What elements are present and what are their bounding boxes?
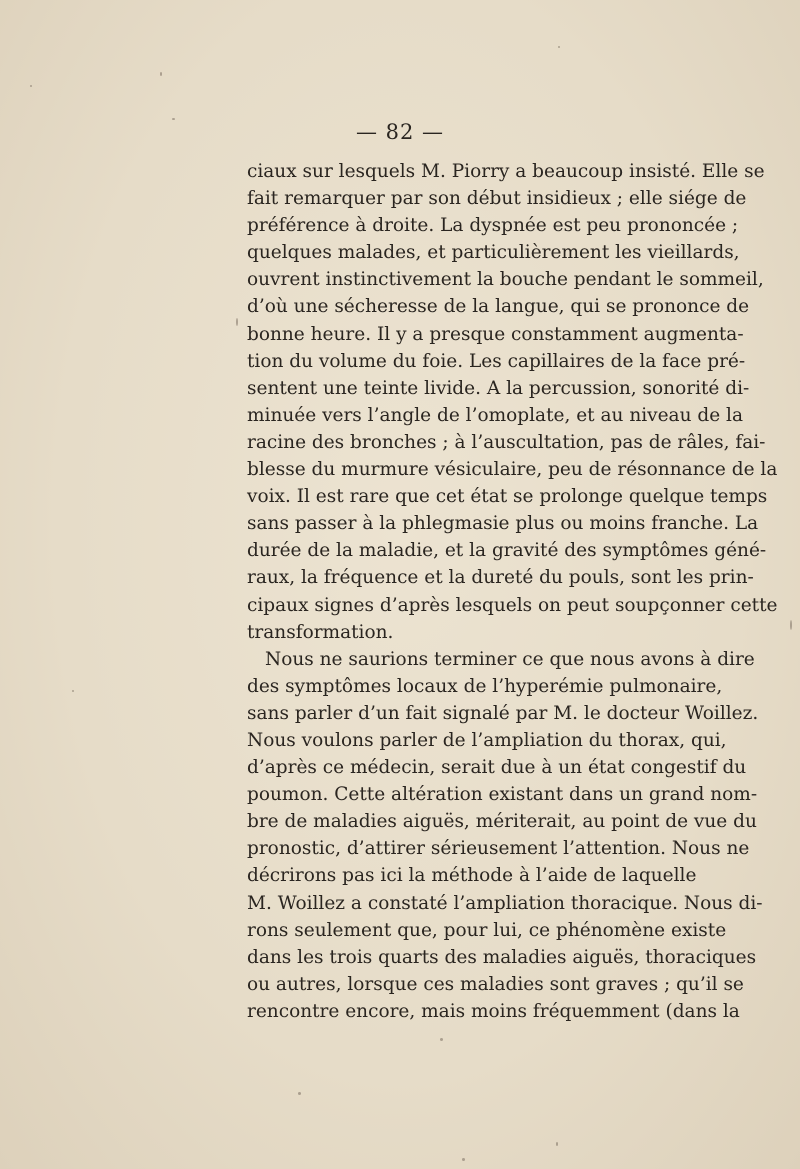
paper-speck [440,1038,443,1041]
paper-speck [558,46,560,48]
text-line: bonne heure. Il y a presque constamment augmenta- [247,323,744,345]
text-line: blesse du murmure vésiculaire, peu de résonnance de la [247,459,778,481]
text-line: sentent une teinte livide. A la percussion, sonorité di- [247,377,750,399]
text-line: ouvrent instinctivement la bouche pendant le sommeil, [247,269,764,291]
paper-speck [790,620,792,630]
paper-speck [298,1092,301,1095]
paper-speck [556,1142,558,1146]
text-line: bre de maladies aiguës, mériterait, au point de vue du [247,811,757,833]
text-line: sans passer à la phlegmasie plus ou moins franche. La [247,513,759,535]
text-line: quelques malades, et particulièrement les vieillards, [247,242,740,264]
text-line: minuée vers l’angle de l’omoplate, et au niveau de la [247,404,743,426]
paper-speck [72,690,74,692]
text-line: poumon. Cette altération existant dans un grand nom- [247,784,758,806]
text-line: sans parler d’un fait signalé par M. le docteur Woillez. [247,702,759,724]
text-line: dans les trois quarts des maladies aiguës, thoraciques [247,946,757,968]
paper-speck [160,72,162,76]
text-line: voix. Il est rare que cet état se prolonge quelque temps [247,486,768,508]
paper-speck [462,1158,465,1161]
text-line: d’après ce médecin, serait due à un état congestif du [247,757,747,779]
paper-speck [30,85,32,87]
text-line: rencontre encore, mais moins fréquemment (dans la [247,1000,740,1022]
text-line: pronostic, d’attirer sérieusement l’attention. Nous ne [247,838,750,860]
text-line: raux, la fréquence et la dureté du pouls, sont les prin- [247,567,754,589]
text-line: décrirons pas ici la méthode à l’aide de laquelle [247,865,697,887]
paper-speck [236,318,238,326]
body-text [247,158,778,1025]
text-line: durée de la maladie, et la gravité des symptômes géné- [247,540,767,562]
text-line: préférence à droite. La dyspnée est peu prononcée ; [247,215,739,237]
text-line: Nous voulons parler de l’ampliation du thorax, qui, [247,729,727,751]
text-line: tion du volume du foie. Les capillaires de la face pré- [247,350,746,372]
text-line: ou autres, lorsque ces maladies sont graves ; qu’il se [247,973,744,995]
page-number: — 82 — [355,120,445,144]
text-line: des symptômes locaux de l’hyperémie pulmonaire, [247,675,723,697]
paragraph-first-line: Nous ne saurions terminer ce que nous avons à dire [265,648,755,670]
text-line: rons seulement que, pour lui, ce phénomène existe [247,919,727,941]
text-line: cipaux signes d’après lesquels on peut soupçonner cette [247,594,778,616]
text-line: transformation. [247,621,394,643]
text-line: racine des bronches ; à l’auscultation, pas de râles, fai- [247,431,766,453]
text-line: ciaux sur lesquels M. Piorry a beaucoup insisté. Elle se [247,161,765,182]
text-line: d’où une sécheresse de la langue, qui se prononce de [247,296,750,318]
text-line: M. Woillez a constaté l’ampliation thoracique. Nous di- [247,892,763,914]
text-line: fait remarquer par son début insidieux ; elle siége de [247,188,747,210]
